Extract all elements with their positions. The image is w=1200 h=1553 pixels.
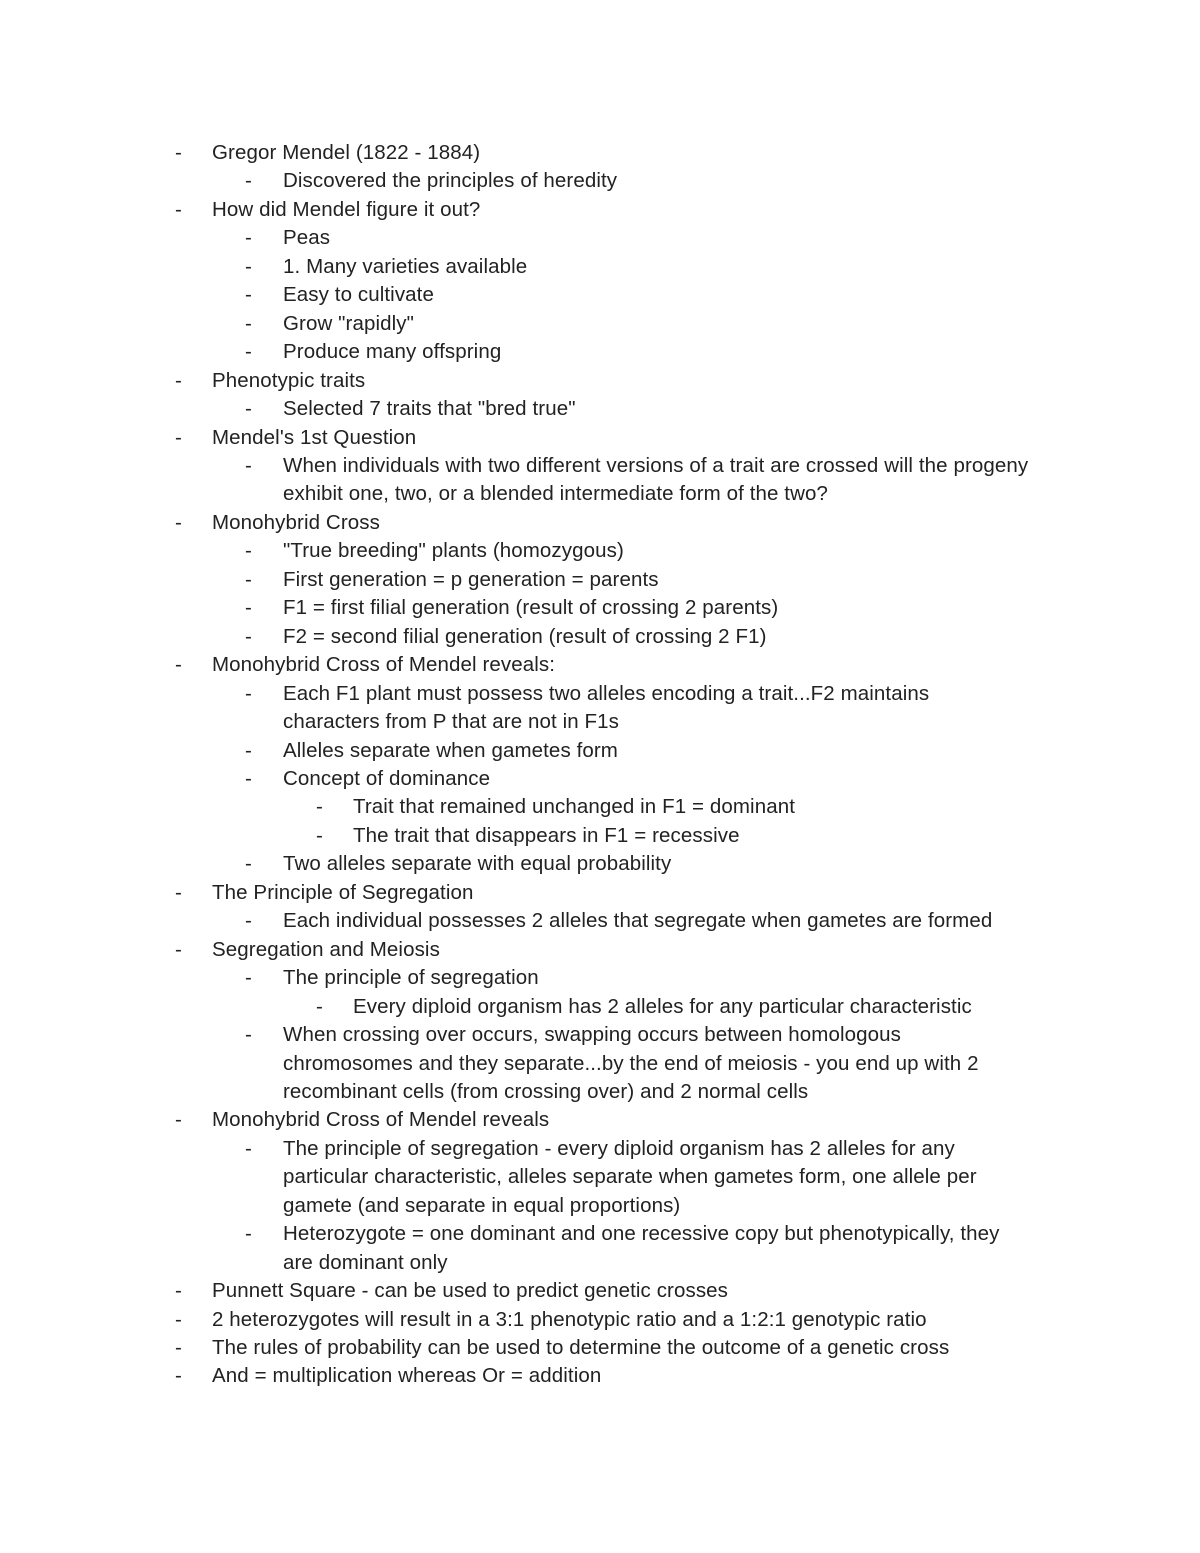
bullet-dash: - [245, 1023, 252, 1047]
bullet-dash: - [175, 1108, 182, 1132]
bullet-dash: - [175, 197, 182, 221]
list-item-text: Each F1 plant must possess two alleles encoding a trait...F2 maintains [283, 681, 930, 705]
list-item [0, 310, 1200, 338]
list-item-text: "True breeding" plants (homozygous) [283, 539, 624, 563]
bullet-dash: - [175, 1307, 182, 1331]
bullet-dash: - [316, 994, 323, 1018]
bullet-dash: - [245, 254, 252, 278]
bullet-dash: - [245, 311, 252, 335]
bullet-dash: - [175, 425, 182, 449]
list-item [0, 224, 1200, 252]
bullet-dash: - [245, 738, 252, 762]
bullet-dash: - [175, 141, 182, 164]
list-item-text: Segregation and Meiosis [212, 937, 440, 961]
list-item [0, 793, 1200, 821]
bullet-dash: - [245, 169, 252, 193]
bullet-dash: - [245, 766, 252, 790]
list-item-text: 2 heterozygotes will result in a 3:1 phenotypic ratio and a 1:2:1 genotypic ratio [212, 1307, 927, 1331]
list-item-text: Discovered the principles of heredity [283, 169, 618, 193]
bullet-dash: - [245, 226, 252, 250]
list-item-text: chromosomes and they separate...by the end of meiosis - you end up with 2 [283, 1051, 979, 1075]
list-item [0, 1135, 1200, 1220]
list-item-text: The principle of segregation - every diploid organism has 2 alleles for any [283, 1136, 955, 1160]
list-item [0, 253, 1200, 281]
list-item [0, 509, 1200, 537]
bullet-dash: - [245, 1222, 252, 1246]
list-item [0, 594, 1200, 622]
bullet-dash: - [245, 539, 252, 563]
list-item [0, 822, 1200, 850]
list-item-text: Produce many offspring [283, 340, 502, 364]
list-item-text: are dominant only [283, 1250, 448, 1274]
list-item-text: Monohybrid Cross of Mendel reveals [212, 1108, 550, 1132]
list-item-text: Every diploid organism has 2 alleles for any particular characteristic [353, 994, 972, 1018]
bullet-dash: - [245, 453, 252, 477]
bullet-dash: - [245, 596, 252, 620]
list-item [0, 338, 1200, 366]
list-item-text: Punnett Square - can be used to predict genetic crosses [212, 1279, 729, 1303]
list-item [0, 936, 1200, 964]
list-item [0, 1277, 1200, 1305]
bullet-dash: - [245, 397, 252, 421]
list-item-text: How did Mendel figure it out? [212, 197, 481, 221]
list-item [0, 737, 1200, 765]
list-item-text: Alleles separate when gametes form [283, 738, 618, 762]
list-item-text: exhibit one, two, or a blended intermediate form of the two? [283, 482, 829, 506]
list-item-text: Peas [283, 226, 331, 250]
bullet-dash: - [175, 1364, 182, 1388]
bullet-dash: - [316, 823, 323, 847]
list-item [0, 1306, 1200, 1334]
list-item [0, 452, 1200, 509]
list-item-text: F2 = second filial generation (result of crossing 2 F1) [283, 624, 767, 648]
list-item [0, 196, 1200, 224]
list-item [0, 651, 1200, 679]
bullet-dash: - [245, 624, 252, 648]
bullet-dash: - [245, 567, 252, 591]
list-item-text: When crossing over occurs, swapping occurs between homologous [283, 1023, 901, 1047]
list-item-text: Mendel's 1st Question [212, 425, 417, 449]
list-item [0, 850, 1200, 878]
list-item [0, 879, 1200, 907]
bullet-dash: - [175, 368, 182, 392]
list-item [0, 1106, 1200, 1134]
list-item-text: Phenotypic traits [212, 368, 366, 392]
list-item-text: The principle of segregation [283, 966, 539, 990]
list-item-text: Selected 7 traits that "bred true" [283, 397, 576, 421]
list-item [0, 566, 1200, 594]
list-item-text: recombinant cells (from crossing over) and 2 normal cells [283, 1079, 809, 1103]
bullet-dash: - [245, 966, 252, 990]
list-item-text: Monohybrid Cross of Mendel reveals: [212, 653, 556, 677]
list-item-text: Easy to cultivate [283, 283, 434, 307]
bullet-dash: - [175, 510, 182, 534]
list-item [0, 765, 1200, 793]
notes-list [0, 139, 1200, 1391]
list-item-text: And = multiplication whereas Or = addition [212, 1364, 602, 1388]
list-item-text: Monohybrid Cross [212, 510, 380, 534]
list-item-text: gamete (and separate in equal proportions) [283, 1193, 681, 1217]
list-item-text: Grow "rapidly" [283, 311, 415, 335]
bullet-dash: - [245, 340, 252, 364]
bullet-dash: - [245, 283, 252, 307]
list-item [0, 281, 1200, 309]
list-item-text: Trait that remained unchanged in F1 = dominant [353, 795, 796, 819]
list-item [0, 680, 1200, 737]
bullet-dash: - [175, 1336, 182, 1360]
list-item [0, 964, 1200, 992]
list-item [0, 1220, 1200, 1277]
list-item [0, 993, 1200, 1021]
bullet-dash: - [175, 653, 182, 677]
bullet-dash: - [245, 681, 252, 705]
list-item [0, 167, 1200, 195]
list-item [0, 139, 1200, 167]
list-item-text: When individuals with two different versions of a trait are crossed will the progeny [283, 453, 1029, 477]
list-item-text: The rules of probability can be used to determine the outcome of a genetic cross [212, 1336, 950, 1360]
bullet-dash: - [175, 1279, 182, 1303]
list-item [0, 623, 1200, 651]
list-item [0, 367, 1200, 395]
bullet-dash: - [245, 1136, 252, 1160]
list-item-text: The trait that disappears in F1 = recessive [353, 823, 740, 847]
list-item-text: characters from P that are not in F1s [283, 710, 620, 734]
list-item-text: Heterozygote = one dominant and one recessive copy but phenotypically, they [283, 1222, 1000, 1246]
list-item-text: Two alleles separate with equal probability [283, 852, 672, 876]
bullet-dash: - [245, 909, 252, 933]
list-item-text: The Principle of Segregation [212, 880, 474, 904]
list-item-text: 1. Many varieties available [283, 254, 528, 278]
list-item-text: First generation = p generation = parents [283, 567, 659, 591]
bullet-dash: - [245, 852, 252, 876]
bullet-dash: - [175, 937, 182, 961]
list-item-text: Gregor Mendel (1822 - 1884) [212, 141, 481, 164]
bullet-dash: - [175, 880, 182, 904]
list-item-text: F1 = first filial generation (result of crossing 2 parents) [283, 596, 779, 620]
list-item [0, 1334, 1200, 1362]
list-item [0, 424, 1200, 452]
list-item [0, 907, 1200, 935]
list-item-text: Concept of dominance [283, 766, 491, 790]
bullet-dash: - [316, 795, 323, 819]
list-item [0, 537, 1200, 565]
list-item [0, 1021, 1200, 1106]
list-item [0, 1362, 1200, 1390]
list-item [0, 395, 1200, 423]
list-item-text: particular characteristic, alleles separate when gametes form, one allele per [283, 1165, 977, 1189]
list-item-text: Each individual possesses 2 alleles that segregate when gametes are formed [283, 909, 993, 933]
